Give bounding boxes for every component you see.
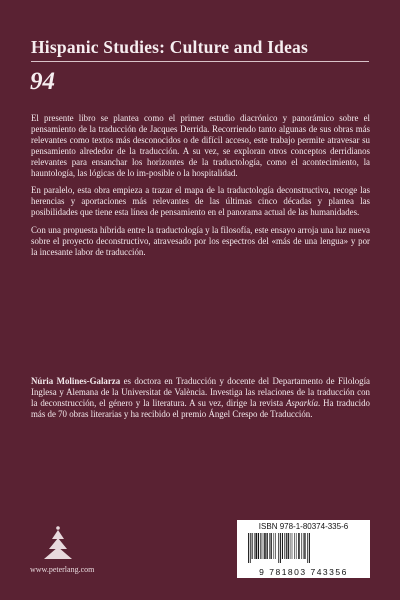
barcode-bar [252, 533, 253, 559]
barcode-bar [275, 533, 276, 559]
bio-text-1: es doctora en Traducción y docente del Departamento de Filología Inglesa y Alemana de la Universitat de València. Investiga las relaciones de la traducción con la deconstrucción, el género y la literatura. A su vez, dirige la revista [31, 376, 370, 408]
title-divider [31, 61, 369, 62]
journal-name: Asparkía [285, 397, 319, 408]
book-description [31, 113, 370, 265]
barcode-bar [298, 533, 300, 559]
barcode-digits: 9 781803 743356 [259, 567, 348, 577]
barcode-bar [269, 533, 270, 559]
barcode-bar [309, 533, 310, 563]
barcode-bar [292, 533, 293, 559]
barcode-bar [274, 533, 275, 559]
bio-text-2: . Ha traducido más de 70 obras literarias y ha recibido el premio Ángel Crespo de Traducción. [31, 397, 370, 419]
barcode-bar [303, 533, 304, 559]
barcode-bar [282, 533, 283, 559]
barcode-bars [243, 533, 364, 567]
barcode-bar [284, 533, 285, 559]
isbn-label: ISBN 978-1-80374-335-6 [258, 522, 349, 531]
publisher-website: www.peterlang.com [30, 565, 95, 574]
barcode-bar [290, 533, 291, 559]
author-bio [31, 376, 370, 420]
description-paragraph-1: El presente libro se plantea como el primer estudio diacrónico y panorámico sobre el pensamiento de la traducción de Jacques Derrida. Recorriendo tanto algunas de sus obras más relevantes como textos más desconocidos o de difícil acceso, este trabajo permite atravesar su pensamiento alrededor de la traducción. A su vez, se exploran otros conceptos derridianos relevantes para ensanchar los horizontes de la traductología, como el acontecimiento, la hauntología, las lógicas de lo im-posible o la hospitalidad. [31, 113, 370, 178]
barcode-bar [267, 533, 268, 559]
barcode-bar [258, 533, 259, 559]
barcode-bar [263, 533, 264, 559]
barcode-bar [304, 533, 305, 559]
barcode-bar [250, 533, 251, 563]
barcode-bar [271, 533, 272, 559]
barcode-bar [264, 533, 266, 559]
barcode-bar [248, 533, 249, 563]
barcode-bar [255, 533, 257, 559]
publisher-logo [36, 525, 80, 561]
barcode-bar [280, 533, 281, 563]
barcode-bar [288, 533, 289, 559]
description-paragraph-3: Con una propuesta híbrida entre la traductología y la filosofía, este ensayo arroja una luz nueva sobre el proyecto deconstructivo, atravesado por los espectros del «más de una lengua» y por la incesante labor de traducción. [31, 225, 370, 257]
barcode-bar [278, 533, 279, 563]
isbn-barcode [237, 520, 370, 578]
author-name: Núria Molines-Galarza [31, 376, 121, 386]
barcode-bar [286, 533, 287, 559]
series-title: Hispanic Studies: Culture and Ideas [31, 37, 309, 57]
barcode-bar [296, 533, 297, 559]
barcode-bar [254, 533, 255, 559]
description-paragraph-2: En paralelo, esta obra empieza a trazar el mapa de la traductología deconstructiva, recoge las herencias y aportaciones más relevantes de las últimas cinco décadas y plantea las posibilidades que tiene esta línea de pensamiento en el panorama actual de las humanidades. [31, 185, 370, 218]
barcode-bar [307, 533, 308, 563]
barcode-bar [260, 533, 261, 559]
barcode-bar [301, 533, 302, 559]
volume-number: 94 [30, 68, 55, 95]
barcode-bar [294, 533, 295, 559]
